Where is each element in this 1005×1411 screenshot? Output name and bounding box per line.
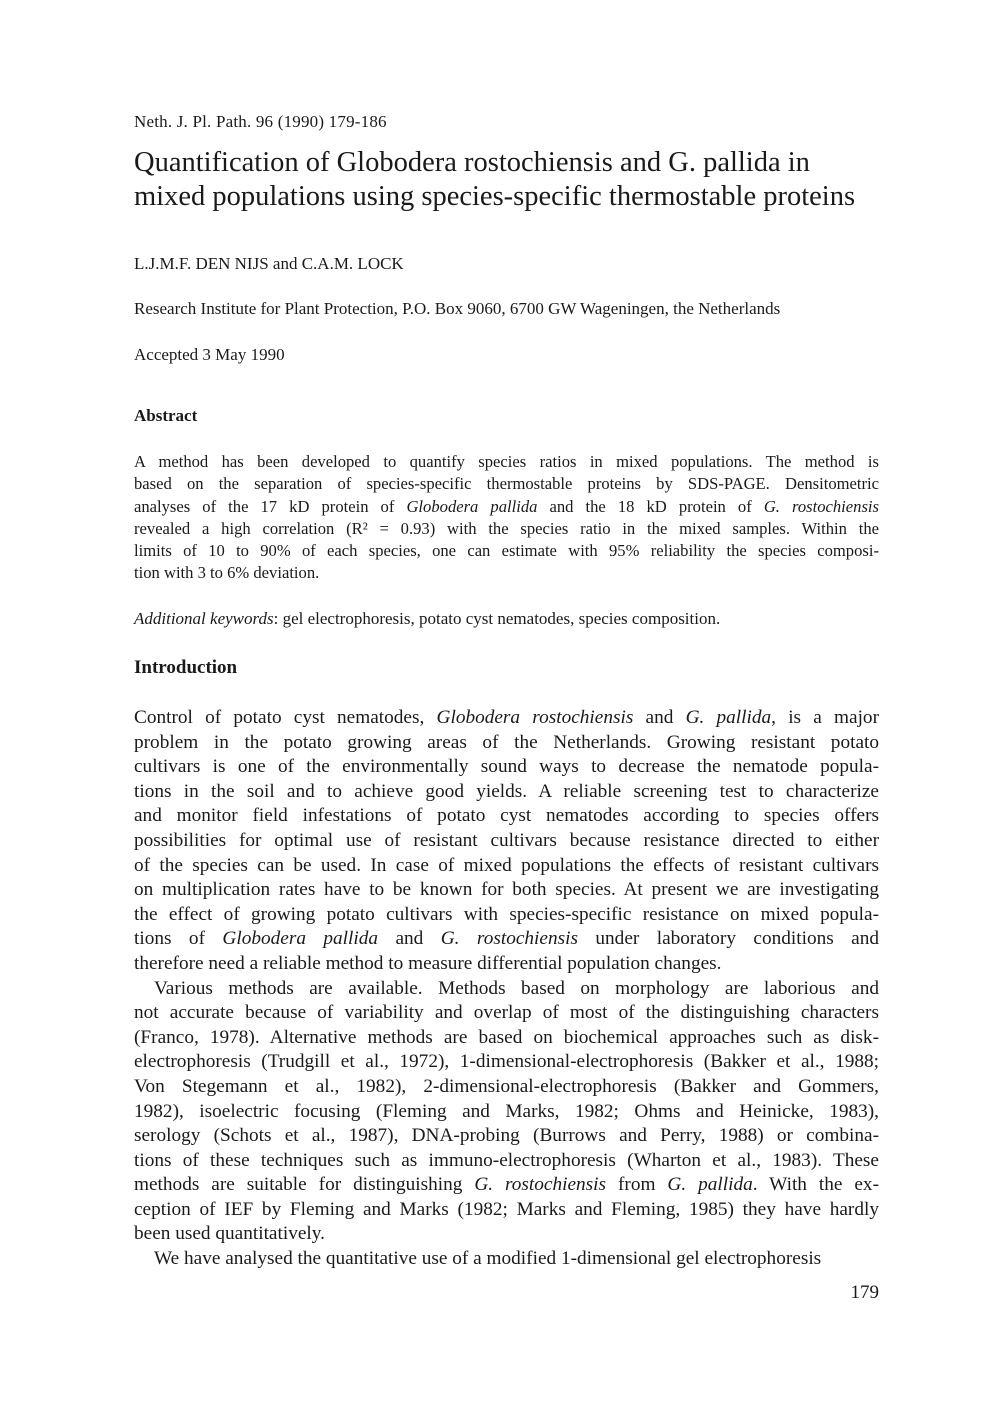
text-line: based on the separation of species-specific thermostable proteins by SDS-PAGE. Densitometric bbox=[134, 474, 879, 494]
abstract-body bbox=[134, 451, 879, 585]
text-line: A method has been developed to quantify species ratios in mixed populations. The method is bbox=[134, 452, 879, 471]
abstract-heading: Abstract bbox=[134, 406, 198, 425]
paper-title bbox=[134, 146, 879, 214]
affiliation: Research Institute for Plant Protection, P.O. Box 9060, 6700 GW Wageningen, the Netherlands bbox=[134, 299, 781, 318]
page-number: 179 bbox=[850, 1282, 879, 1303]
accepted-date: Accepted 3 May 1990 bbox=[134, 345, 285, 364]
text-line: 1982), isoelectric focusing (Fleming and Marks, 1982; Ohms and Heinicke, 1983), bbox=[134, 1100, 879, 1122]
text-line: analyses of the 17 kD protein of Globodera pallida and the 18 kD protein of G. rostochiensis bbox=[134, 496, 879, 516]
journal-reference: Neth. J. Pl. Path. 96 (1990) 179-186 bbox=[134, 112, 387, 131]
text-line: not accurate because of variability and overlap of most of the distinguishing characters bbox=[134, 1002, 879, 1024]
title-line: Quantification of Globodera rostochiensis and G. pallida in bbox=[134, 147, 810, 178]
text-line: tions of these techniques such as immuno-electrophoresis (Wharton et al., 1983). These bbox=[134, 1149, 879, 1171]
keywords-text: : gel electrophoresis, potato cyst nematodes, species composition. bbox=[273, 609, 721, 628]
text-line: problem in the potato growing areas of the Netherlands. Growing resistant potato bbox=[134, 731, 879, 753]
text-line: electrophoresis (Trudgill et al., 1972), 1-dimensional-electrophoresis (Bakker et al., 1988; bbox=[134, 1051, 879, 1073]
text-line: cultivars is one of the environmentally sound ways to decrease the nematode popula- bbox=[134, 756, 879, 778]
text-line: possibilities for optimal use of resistant cultivars because resistance directed to either bbox=[134, 829, 879, 851]
text-line: We have analysed the quantitative use of a modified 1-dimensional gel electrophoresis bbox=[154, 1248, 822, 1270]
introduction-heading: Introduction bbox=[134, 657, 238, 678]
text-line: ception of IEF by Fleming and Marks (1982; Marks and Fleming, 1985) they have hardly bbox=[134, 1198, 879, 1220]
title-line: mixed populations using species-specific thermostable proteins bbox=[134, 181, 856, 212]
text-line: of the species can be used. In case of mixed populations the effects of resistant cultivars bbox=[134, 854, 879, 876]
text-line: on multiplication rates have to be known for both species. At present we are investigating bbox=[134, 879, 879, 901]
text-line: (Franco, 1978). Alternative methods are based on biochemical approaches such as disk- bbox=[134, 1026, 879, 1048]
text-line: methods are suitable for distinguishing G. rostochiensis from G. pallida. With the ex- bbox=[134, 1174, 879, 1196]
text-line: tions in the soil and to achieve good yields. A reliable screening test to characterize bbox=[134, 780, 879, 802]
text-line: revealed a high correlation (R² = 0.93) with the species ratio in the mixed samples. Within the bbox=[134, 518, 879, 538]
additional-keywords bbox=[134, 609, 720, 629]
keywords-label: Additional keywords bbox=[134, 609, 274, 628]
text-line: been used quantitatively. bbox=[134, 1223, 325, 1245]
text-line: Various methods are available. Methods based on morphology are laborious and bbox=[154, 977, 879, 999]
authors: L.J.M.F. DEN NIJS and C.A.M. LOCK bbox=[134, 254, 404, 273]
text-line: limits of 10 to 90% of each species, one can estimate with 95% reliability the species composi- bbox=[134, 541, 879, 561]
text-line: serology (Schots et al., 1987), DNA-probing (Burrows and Perry, 1988) or combina- bbox=[134, 1125, 879, 1147]
text-line: Von Stegemann et al., 1982), 2-dimensional-electrophoresis (Bakker and Gommers, bbox=[134, 1075, 879, 1097]
text-line: tion with 3 to 6% deviation. bbox=[134, 563, 320, 583]
text-line: the effect of growing potato cultivars with species-specific resistance on mixed popula- bbox=[134, 903, 879, 925]
text-line: therefore need a reliable method to measure differential population changes. bbox=[134, 952, 722, 974]
introduction-body bbox=[134, 706, 879, 1272]
text-line: Control of potato cyst nematodes, Globodera rostochiensis and G. pallida, is a major bbox=[134, 707, 879, 728]
text-line: tions of Globodera pallida and G. rostochiensis under laboratory conditions and bbox=[134, 928, 879, 950]
text-line: and monitor field infestations of potato cyst nematodes according to species offers bbox=[134, 805, 879, 827]
